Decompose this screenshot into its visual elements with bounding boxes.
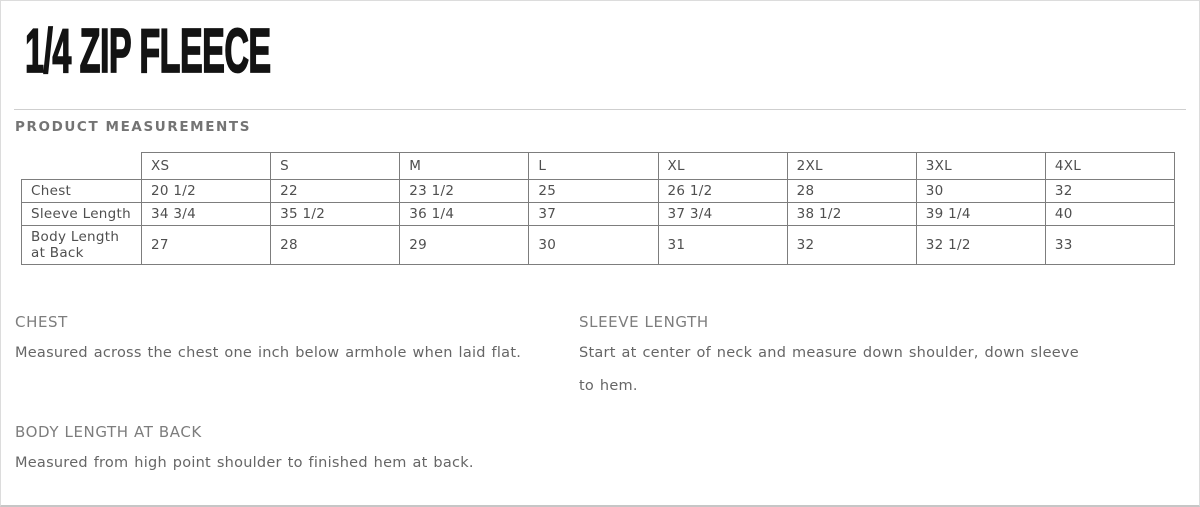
definition-heading: CHEST (15, 313, 68, 331)
measurement-cell: 35 1/2 (271, 203, 400, 226)
product-title: 1/4 ZIP FLEECE (25, 17, 271, 86)
size-header: 3XL (916, 153, 1045, 180)
definition-text: Measured from high point shoulder to finished hem at back. (15, 455, 474, 471)
measurement-cell: 38 1/2 (787, 203, 916, 226)
section-heading-product-measurements: PRODUCT MEASUREMENTS (15, 119, 252, 135)
measurement-cell: 34 3/4 (142, 203, 271, 226)
size-header: 2XL (787, 153, 916, 180)
divider (14, 109, 1186, 110)
size-header: S (271, 153, 400, 180)
definition-text: Start at center of neck and measure down shoulder, down sleeve to hem. (579, 345, 1079, 394)
measurement-cell: 29 (400, 226, 529, 265)
measurement-cell: 28 (271, 226, 400, 265)
measurement-cell: 33 (1045, 226, 1174, 265)
measurement-cell: 20 1/2 (142, 180, 271, 203)
measurement-cell: 40 (1045, 203, 1174, 226)
measurement-cell: 32 (1045, 180, 1174, 203)
measurement-cell: 32 (787, 226, 916, 265)
measurement-cell: 25 (529, 180, 658, 203)
definition-text: Measured across the chest one inch below armhole when laid flat. (15, 345, 522, 361)
measurement-cell: 22 (271, 180, 400, 203)
row-label: Sleeve Length (22, 203, 142, 226)
table-row-chest (22, 180, 1175, 203)
measurement-cell: 32 1/2 (916, 226, 1045, 265)
measurement-cell: 37 (529, 203, 658, 226)
measurement-cell: 36 1/4 (400, 203, 529, 226)
definition-heading: SLEEVE LENGTH (579, 313, 709, 331)
definition-chest (15, 313, 579, 403)
definition-sleeve-length (579, 313, 1089, 403)
size-header-row (22, 153, 1175, 180)
measurement-cell: 26 1/2 (658, 180, 787, 203)
measurement-cell: 27 (142, 226, 271, 265)
measurement-cell: 37 3/4 (658, 203, 787, 226)
size-header: M (400, 153, 529, 180)
definition-body-length-at-back (15, 423, 579, 480)
measurement-cell: 23 1/2 (400, 180, 529, 203)
table-row-sleeve-length (22, 203, 1175, 226)
measurement-cell: 31 (658, 226, 787, 265)
measurement-cell: 39 1/4 (916, 203, 1045, 226)
corner-cell (22, 153, 142, 180)
row-label: Body Length at Back (22, 226, 142, 265)
measurement-cell: 30 (916, 180, 1045, 203)
measurement-cell: 28 (787, 180, 916, 203)
measurement-cell: 30 (529, 226, 658, 265)
row-label: Chest (22, 180, 142, 203)
size-chart-table (21, 152, 1175, 265)
size-header: 4XL (1045, 153, 1174, 180)
definition-heading: BODY LENGTH AT BACK (15, 423, 202, 441)
size-header: XL (658, 153, 787, 180)
size-header: L (529, 153, 658, 180)
table-row-body-length-at-back (22, 226, 1175, 265)
measurement-definitions (15, 313, 1199, 480)
size-header: XS (142, 153, 271, 180)
